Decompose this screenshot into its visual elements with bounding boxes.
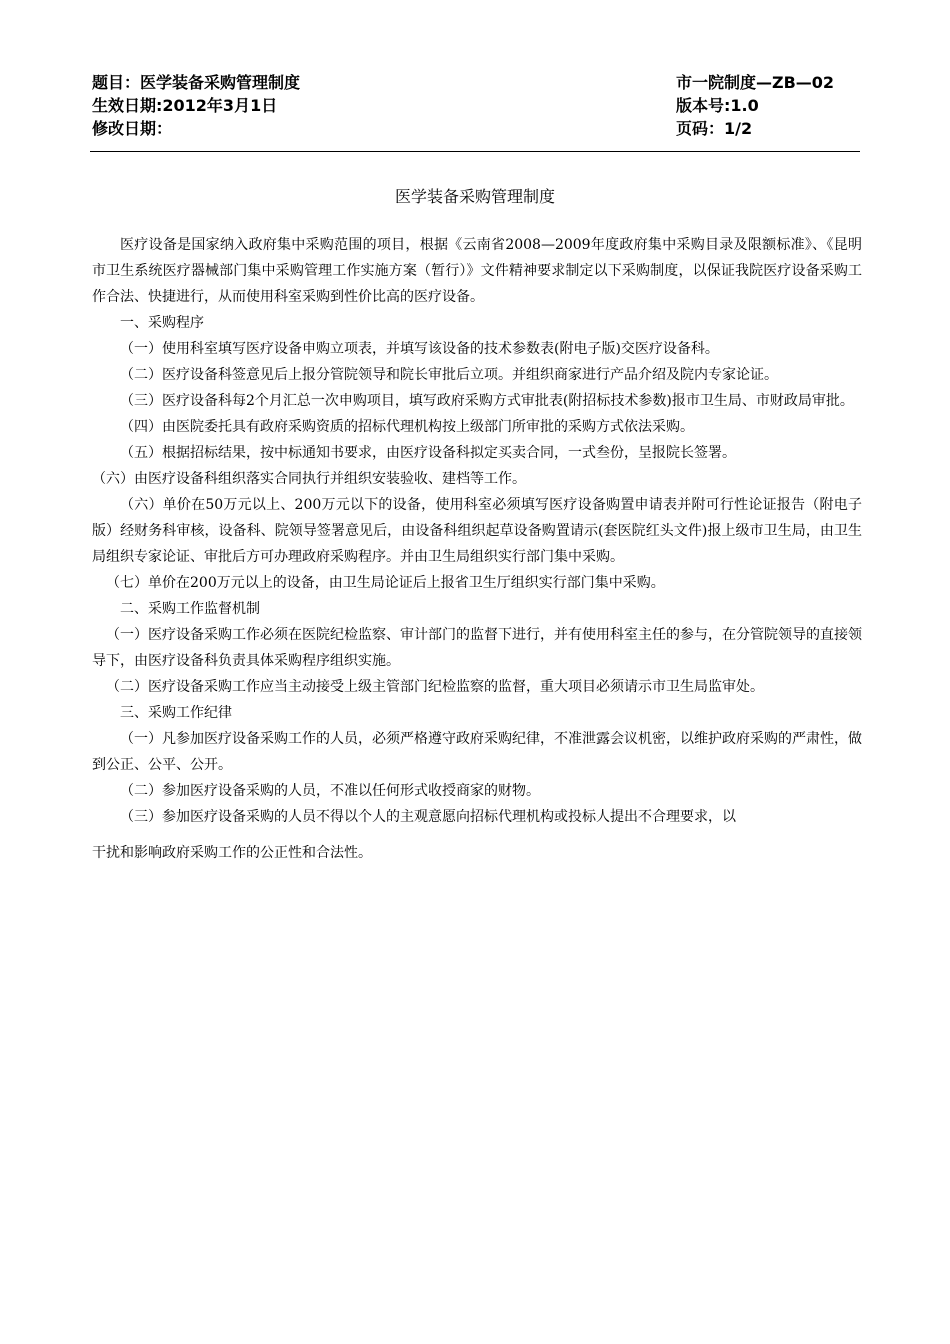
paragraph: （三）参加医疗设备采购的人员不得以个人的主观意愿向招标代理机构或投标人提出不合理要求，以 — [120, 809, 736, 825]
paragraph: （一）凡参加医疗设备采购工作的人员，必须严格遵守政府采购纪律，不准泄露会议机密，以维护政府采购的严肃性，做到公正、公平、公开。 — [92, 731, 862, 773]
header-row-3 — [92, 116, 859, 140]
page-number: 页码：1/2 — [676, 119, 753, 138]
modified-date: 修改日期： — [92, 119, 173, 138]
document-title: 医学装备采购管理制度 — [394, 187, 555, 206]
header-divider — [90, 151, 860, 152]
document-body — [92, 232, 862, 866]
section-heading: 三、采购工作纪律 — [120, 705, 232, 721]
effective-date: 生效日期:2012年3月1日 — [92, 96, 278, 115]
document-topic: 题目：医学装备采购管理制度 — [92, 73, 301, 92]
version-number: 版本号:1.0 — [676, 96, 759, 115]
paragraph: （一）使用科室填写医疗设备申购立项表，并填写该设备的技术参数表(附电子版)交医疗设备科。 — [120, 341, 719, 357]
paragraph: （五）根据招标结果，按中标通知书要求，由医疗设备科拟定买卖合同，一式叁份，呈报院长签署。 — [120, 445, 736, 461]
paragraph: （三）医疗设备科每2个月汇总一次申购项目，填写政府采购方式审批表(附招标技术参数)报市卫生局、市财政局审批。 — [120, 393, 854, 409]
paragraph: （六）单价在50万元以上、200万元以下的设备，使用科室必须填写医疗设备购置申请表并附可行性论证报告（附电子版）经财务科审核，设备科、院领导签署意见后，由设备科组织起草设备购置请示(套医院红头文件)报上级市卫生局，由卫生局组织专家论证、审批后方可办理政府采购程序。并由卫生局组织实行部门集中采购。 — [92, 497, 862, 565]
section-heading: 一、采购程序 — [120, 315, 204, 331]
paragraph: （六）由医疗设备科组织落实合同执行并组织安装验收、建档等工作。 — [92, 471, 526, 487]
paragraph: （四）由医院委托具有政府采购资质的招标代理机构按上级部门所审批的采购方式依法采购。 — [120, 419, 694, 435]
paragraph: （一）医疗设备采购工作必须在医院纪检监察、审计部门的监督下进行，并有使用科室主任的参与，在分管院领导的直接领导下，由医疗设备科负责具体采购程序组织实施。 — [92, 627, 862, 669]
paragraph-intro: 医疗设备是国家纳入政府集中采购范围的项目，根据《云南省2008—2009年度政府集中采购目录及限额标准》、《昆明市卫生系统医疗器械部门集中采购管理工作实施方案（暂行）》文件精神要求制定以下采购制度，以保证我院医疗设备采购工作合法、快捷进行，从而使用科室采购到性价比高的医疗设备。 — [92, 237, 862, 305]
paragraph: （七）单价在200万元以上的设备，由卫生局论证后上报省卫生厅组织实行部门集中采购。 — [106, 575, 665, 591]
paragraph: （二）医疗设备科签意见后上报分管院领导和院长审批后立项。并组织商家进行产品介绍及院内专家论证。 — [120, 367, 778, 383]
header-row-2 — [92, 93, 859, 117]
document-code: 市一院制度—ZB—02 — [676, 73, 835, 92]
paragraph: 干扰和影响政府采购工作的公正性和合法性。 — [92, 845, 372, 861]
header-row-1 — [92, 70, 859, 94]
paragraph: （二）参加医疗设备采购的人员，不准以任何形式收授商家的财物。 — [120, 783, 540, 799]
paragraph: （二）医疗设备采购工作应当主动接受上级主管部门纪检监察的监督，重大项目必须请示市卫生局监审处。 — [106, 679, 764, 695]
section-heading: 二、采购工作监督机制 — [120, 601, 260, 617]
